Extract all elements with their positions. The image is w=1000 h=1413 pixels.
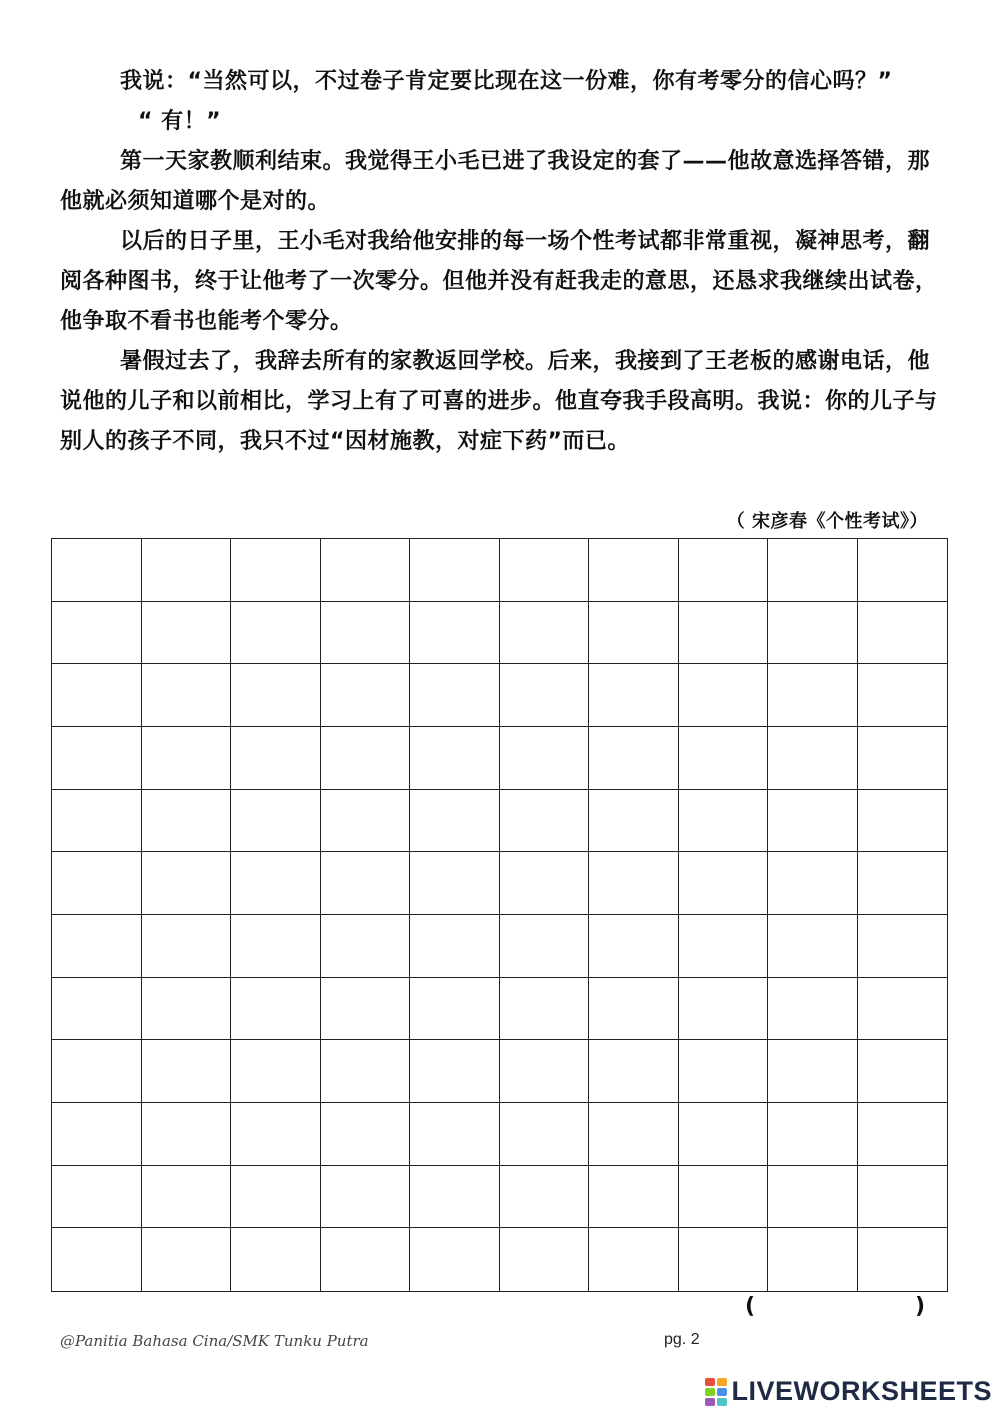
grid-cell[interactable] xyxy=(589,915,679,978)
source-citation: （ 宋彦春《个性考试》） xyxy=(726,511,928,532)
grid-cell[interactable] xyxy=(768,539,858,602)
grid-cell[interactable] xyxy=(768,852,858,915)
grid-cell[interactable] xyxy=(321,602,411,665)
logo-tile xyxy=(717,1398,727,1406)
grid-cell[interactable] xyxy=(231,664,321,727)
logo-tile xyxy=(717,1378,727,1386)
grid-cell[interactable] xyxy=(231,539,321,602)
grid-cell[interactable] xyxy=(858,539,948,602)
grid-cell[interactable] xyxy=(500,1103,590,1166)
grid-cell[interactable] xyxy=(858,602,948,665)
grid-cell[interactable] xyxy=(321,1228,411,1291)
grid-cell[interactable] xyxy=(858,727,948,790)
grid-cell[interactable] xyxy=(589,602,679,665)
grid-cell[interactable] xyxy=(142,978,232,1041)
grid-cell[interactable] xyxy=(858,978,948,1041)
grid-cell[interactable] xyxy=(142,915,232,978)
grid-cell[interactable] xyxy=(858,1040,948,1103)
grid-cell[interactable] xyxy=(858,915,948,978)
grid-cell[interactable] xyxy=(231,915,321,978)
grid-cell[interactable] xyxy=(321,1166,411,1229)
grid-cell[interactable] xyxy=(679,790,769,853)
grid-cell[interactable] xyxy=(52,1228,142,1291)
grid-cell[interactable] xyxy=(768,727,858,790)
grid-cell[interactable] xyxy=(410,790,500,853)
grid-cell[interactable] xyxy=(231,602,321,665)
paragraph-dialogue: 我说：“当然可以，不过卷子肯定要比现在这一份难，你有考零分的信心吗？” xyxy=(120,69,893,94)
grid-cell[interactable] xyxy=(768,1040,858,1103)
grid-cell[interactable] xyxy=(858,852,948,915)
grid-cell[interactable] xyxy=(52,790,142,853)
grid-cell[interactable] xyxy=(679,1040,769,1103)
grid-cell[interactable] xyxy=(231,1103,321,1166)
grid-cell[interactable] xyxy=(500,790,590,853)
grid-cell[interactable] xyxy=(500,1228,590,1291)
grid-cell[interactable] xyxy=(142,1103,232,1166)
grid-cell[interactable] xyxy=(410,978,500,1041)
grid-cell[interactable] xyxy=(679,915,769,978)
grid-cell[interactable] xyxy=(52,1103,142,1166)
grid-cell[interactable] xyxy=(142,1228,232,1291)
grid-cell[interactable] xyxy=(410,602,500,665)
grid-cell[interactable] xyxy=(52,978,142,1041)
grid-cell[interactable] xyxy=(410,915,500,978)
grid-cell[interactable] xyxy=(500,915,590,978)
grid-cell[interactable] xyxy=(410,539,500,602)
passage xyxy=(60,62,940,462)
grid-cell[interactable] xyxy=(410,1040,500,1103)
logo-tile xyxy=(705,1398,715,1406)
grid-cell[interactable] xyxy=(679,1166,769,1229)
grid-cell[interactable] xyxy=(52,915,142,978)
grid-cell[interactable] xyxy=(321,978,411,1041)
score-open-paren: ( xyxy=(745,1294,756,1319)
grid-cell[interactable] xyxy=(52,852,142,915)
grid-cell[interactable] xyxy=(500,1040,590,1103)
grid-cell[interactable] xyxy=(410,1103,500,1166)
grid-cell[interactable] xyxy=(768,1166,858,1229)
grid-cell[interactable] xyxy=(589,1103,679,1166)
paragraph-reply: “ 有！” xyxy=(138,109,222,134)
grid-cell[interactable] xyxy=(321,539,411,602)
grid-cell[interactable] xyxy=(321,727,411,790)
brand-name: LIVEWORKSHEETS xyxy=(731,1376,992,1406)
grid-cell[interactable] xyxy=(858,1228,948,1291)
grid-cell[interactable] xyxy=(142,539,232,602)
grid-cell[interactable] xyxy=(589,664,679,727)
grid-cell[interactable] xyxy=(500,852,590,915)
grid-cell[interactable] xyxy=(410,1166,500,1229)
paragraph-later-days: 以后的日子里，王小毛对我给他安排的每一场个性考试都非常重视，凝神思考，翻阅各种图书，终于让他考了一次零分。但他并没有赶我走的意思，还恳求我继续出试卷，他争取不看书也能考个零分。 xyxy=(60,229,938,334)
grid-cell[interactable] xyxy=(500,727,590,790)
grid-cell[interactable] xyxy=(321,1040,411,1103)
grid-cell[interactable] xyxy=(231,852,321,915)
grid-cell[interactable] xyxy=(142,664,232,727)
grid-cell[interactable] xyxy=(321,790,411,853)
grid-cell[interactable] xyxy=(679,1228,769,1291)
score-close-paren: ) xyxy=(915,1294,926,1319)
grid-cell[interactable] xyxy=(231,727,321,790)
grid-cell[interactable] xyxy=(410,852,500,915)
grid-cell[interactable] xyxy=(231,1228,321,1291)
logo-tile xyxy=(705,1388,715,1396)
grid-cell[interactable] xyxy=(142,727,232,790)
grid-cell[interactable] xyxy=(768,915,858,978)
grid-cell[interactable] xyxy=(679,1103,769,1166)
grid-cell[interactable] xyxy=(500,602,590,665)
grid-cell[interactable] xyxy=(142,852,232,915)
grid-cell[interactable] xyxy=(52,539,142,602)
paragraph-summer-end: 暑假过去了，我辞去所有的家教返回学校。后来，我接到了王老板的感谢电话，他说他的儿子和以前相比，学习上有了可喜的进步。他直夸我手段高明。我说：你的儿子与别人的孩子不同，我只不过“因材施教，对症下药”而已。 xyxy=(60,349,938,454)
grid-cell[interactable] xyxy=(768,664,858,727)
grid-cell[interactable] xyxy=(321,664,411,727)
grid-cell[interactable] xyxy=(679,602,769,665)
grid-cell[interactable] xyxy=(589,978,679,1041)
grid-cell[interactable] xyxy=(589,727,679,790)
grid-cell[interactable] xyxy=(410,664,500,727)
grid-cell[interactable] xyxy=(589,1228,679,1291)
grid-cell[interactable] xyxy=(142,1040,232,1103)
grid-cell[interactable] xyxy=(679,852,769,915)
logo-tile xyxy=(705,1378,715,1386)
grid-cell[interactable] xyxy=(500,978,590,1041)
grid-cell[interactable] xyxy=(768,602,858,665)
grid-cell[interactable] xyxy=(679,539,769,602)
grid-cell[interactable] xyxy=(321,1103,411,1166)
grid-cell[interactable] xyxy=(231,1040,321,1103)
grid-cell[interactable] xyxy=(500,1166,590,1229)
grid-cell[interactable] xyxy=(231,790,321,853)
liveworksheets-logo-icon xyxy=(705,1378,727,1406)
grid-cell[interactable] xyxy=(231,978,321,1041)
grid-cell[interactable] xyxy=(589,852,679,915)
footer-credit: @Panitia Bahasa Cina/SMK Tunku Putra xyxy=(60,1332,369,1350)
grid-cell[interactable] xyxy=(52,727,142,790)
grid-cell[interactable] xyxy=(679,727,769,790)
grid-cell[interactable] xyxy=(52,1166,142,1229)
grid-cell[interactable] xyxy=(768,790,858,853)
grid-cell[interactable] xyxy=(858,1103,948,1166)
writing-grid xyxy=(51,538,948,1292)
grid-cell[interactable] xyxy=(768,1228,858,1291)
grid-cell[interactable] xyxy=(858,1166,948,1229)
grid-cell[interactable] xyxy=(142,602,232,665)
grid-cell[interactable] xyxy=(321,852,411,915)
grid-cell[interactable] xyxy=(858,790,948,853)
logo-tile xyxy=(717,1388,727,1396)
brand-watermark xyxy=(705,1376,992,1407)
grid-cell[interactable] xyxy=(589,1040,679,1103)
grid-cell[interactable] xyxy=(500,664,590,727)
grid-cell[interactable] xyxy=(142,790,232,853)
grid-cell[interactable] xyxy=(589,1166,679,1229)
grid-cell[interactable] xyxy=(52,664,142,727)
page-number: pg. 2 xyxy=(664,1331,700,1348)
score-input[interactable] xyxy=(765,1296,910,1324)
grid-cell[interactable] xyxy=(410,727,500,790)
grid-cell[interactable] xyxy=(768,1103,858,1166)
grid-cell[interactable] xyxy=(679,664,769,727)
grid-cell[interactable] xyxy=(142,1166,232,1229)
grid-cell[interactable] xyxy=(321,915,411,978)
grid-cell[interactable] xyxy=(768,978,858,1041)
grid-cell[interactable] xyxy=(858,664,948,727)
grid-cell[interactable] xyxy=(231,1166,321,1229)
grid-cell[interactable] xyxy=(52,1040,142,1103)
grid-cell[interactable] xyxy=(410,1228,500,1291)
grid-cell[interactable] xyxy=(589,790,679,853)
grid-cell[interactable] xyxy=(500,539,590,602)
grid-cell[interactable] xyxy=(679,978,769,1041)
grid-cell[interactable] xyxy=(589,539,679,602)
grid-cell[interactable] xyxy=(52,602,142,665)
paragraph-first-day: 第一天家教顺利结束。我觉得王小毛已进了我设定的套了——他故意选择答错，那他就必须知道哪个是对的。 xyxy=(60,149,931,214)
